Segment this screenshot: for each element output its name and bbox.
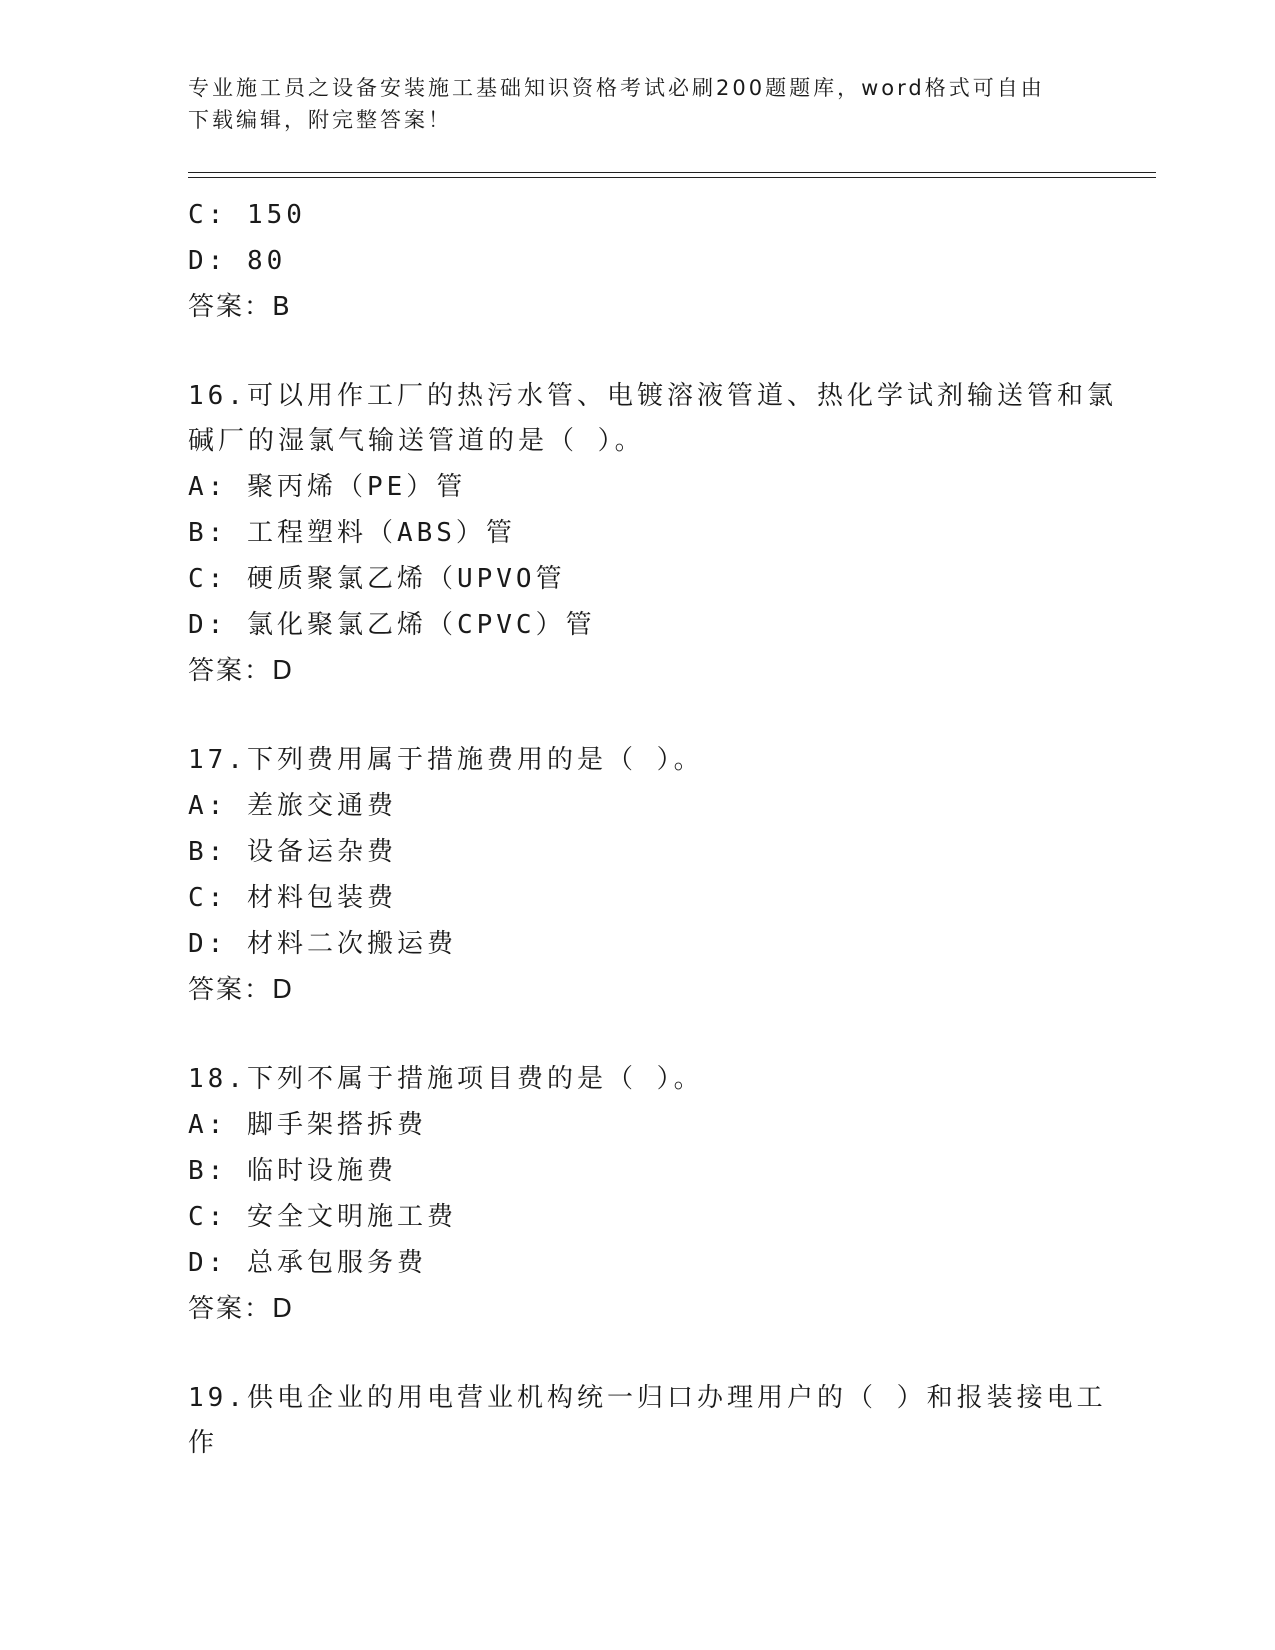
question-stem: 17.下列费用属于措施费用的是（ ）。 [188,745,704,775]
option-c: C: 安全文明施工费 [188,1202,457,1232]
question-stem: 作 [188,1428,219,1458]
option-a: A: 脚手架搭拆费 [188,1110,427,1140]
option-c: C: 材料包装费 [188,883,397,913]
option-b: B: 设备运杂费 [188,837,397,867]
question-stem: 19.供电企业的用电营业机构统一归口办理用户的（ ）和报装接电工 [188,1383,1107,1413]
header-line-1: 专业施工员之设备安装施工基础知识资格考试必刷200题题库，word格式可自由 [188,76,1045,100]
document-header [188,72,1068,136]
spacer [188,694,1088,738]
option-a: A: 差旅交通费 [188,791,397,821]
option-a: A: 聚丙烯（PE）管 [188,472,467,502]
spacer [188,1013,1088,1057]
answer-line: 答案：D [188,1294,295,1324]
question-stem: 碱厂的湿氯气输送管道的是（ ）。 [188,426,645,456]
answer-line: 答案：B [188,292,292,322]
answer-line: 答案：D [188,975,295,1005]
spacer [188,1332,1088,1376]
option-b: B: 临时设施费 [188,1156,397,1186]
header-line-2: 下载编辑，附完整答案！ [188,108,452,132]
option-d: D: 总承包服务费 [188,1248,427,1278]
option-c: C: 硬质聚氯乙烯（UPVO管 [188,564,566,594]
question-stem: 18.下列不属于措施项目费的是（ ）。 [188,1064,704,1094]
option-d: D: 材料二次搬运费 [188,929,457,959]
answer-line: 答案：D [188,656,295,686]
question-content [188,192,1117,1466]
option-b: B: 工程塑料（ABS）管 [188,518,516,548]
header-divider-bottom [188,177,1156,178]
option-d: D: 80 [188,246,287,276]
header-divider-top [188,172,1156,173]
question-stem: 16.可以用作工厂的热污水管、电镀溶液管道、热化学试剂输送管和氯 [188,381,1117,411]
option-d: D: 氯化聚氯乙烯（CPVC）管 [188,610,596,640]
spacer [188,330,1088,374]
option-c: C: 150 [188,200,306,230]
